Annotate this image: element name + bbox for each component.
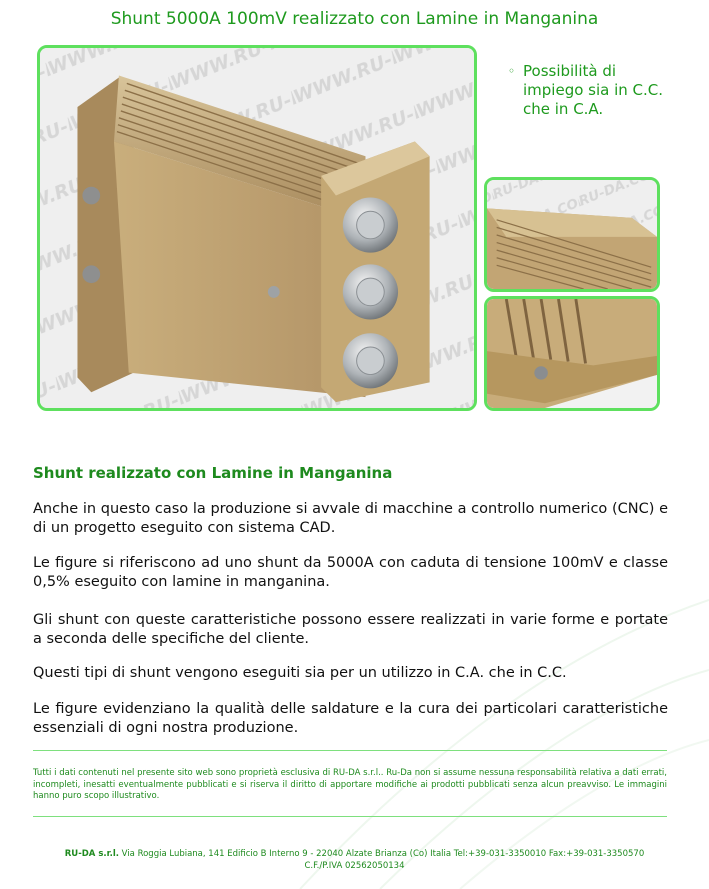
feature-text: Possibilità di impiego sia in C.C. che in C.A. xyxy=(523,62,664,118)
paragraph-usage: Questi tipi di shunt vengono eseguiti sia per un utilizzo in C.A. che in C.C. xyxy=(33,665,567,681)
shunt-weld-detail-photo-icon xyxy=(487,299,657,408)
divider-bottom xyxy=(33,816,667,817)
paragraph-custom: Gli shunt con queste caratteristiche possono essere realizzati in varie forme e portate a seconda delle specifiche del cliente. xyxy=(33,612,668,647)
company-address: Via Roggia Lubiana, 141 Edificio B Interno 9 - 22040 Alzate Brianza (Co) Italia Tel:+39-031-3350010 Fax:+39-031-3350570 xyxy=(118,849,645,859)
paragraph-quality: Le figure evidenziano la qualità delle saldature e la cura dei particolari caratteristiche essenziali di ogni nostra produzione. xyxy=(33,701,668,736)
bullet-mark: ◦ xyxy=(508,64,516,78)
footer-address-line xyxy=(0,849,709,861)
shunt-detail-photo xyxy=(484,177,660,292)
shunt-main-photo xyxy=(37,45,477,411)
footer xyxy=(0,849,709,872)
shunt-weld-detail-photo xyxy=(484,296,660,411)
section-heading: Shunt realizzato con Lamine in Manganina xyxy=(33,464,393,482)
company-name: RU-DA s.r.l. xyxy=(64,849,119,859)
shunt-photo-icon xyxy=(40,48,474,408)
paragraph-specs: Le figure si riferiscono ad uno shunt da 5000A con caduta di tensione 100mV e classe 0,5% eseguito con lamine in manganina. xyxy=(33,555,668,590)
disclaimer: Tutti i dati contenuti nel presente sito web sono proprietà esclusiva di RU-DA s.r.l.. Ru-Da non si assume nessuna responsabilità relativa a dati errati, incompleti, inesatti eventualmente pubblicati e si riserva il diritto di apportare modifiche ai prodotti pubblicati senza alcun preavviso. Le immagini hanno puro scopo illustrativo. xyxy=(33,768,667,801)
feature-bullet xyxy=(508,62,678,119)
paragraph-cnc: Anche in questo caso la produzione si avvale di macchine a controllo numerico (CNC) e di un progetto eseguito con sistema CAD. xyxy=(33,501,668,536)
page-title: Shunt 5000A 100mV realizzato con Lamine in Manganina xyxy=(110,9,599,29)
shunt-detail-photo-icon xyxy=(487,180,657,289)
company-vat: C.F./P.IVA 02562050134 xyxy=(304,860,405,871)
divider-top xyxy=(33,750,667,751)
